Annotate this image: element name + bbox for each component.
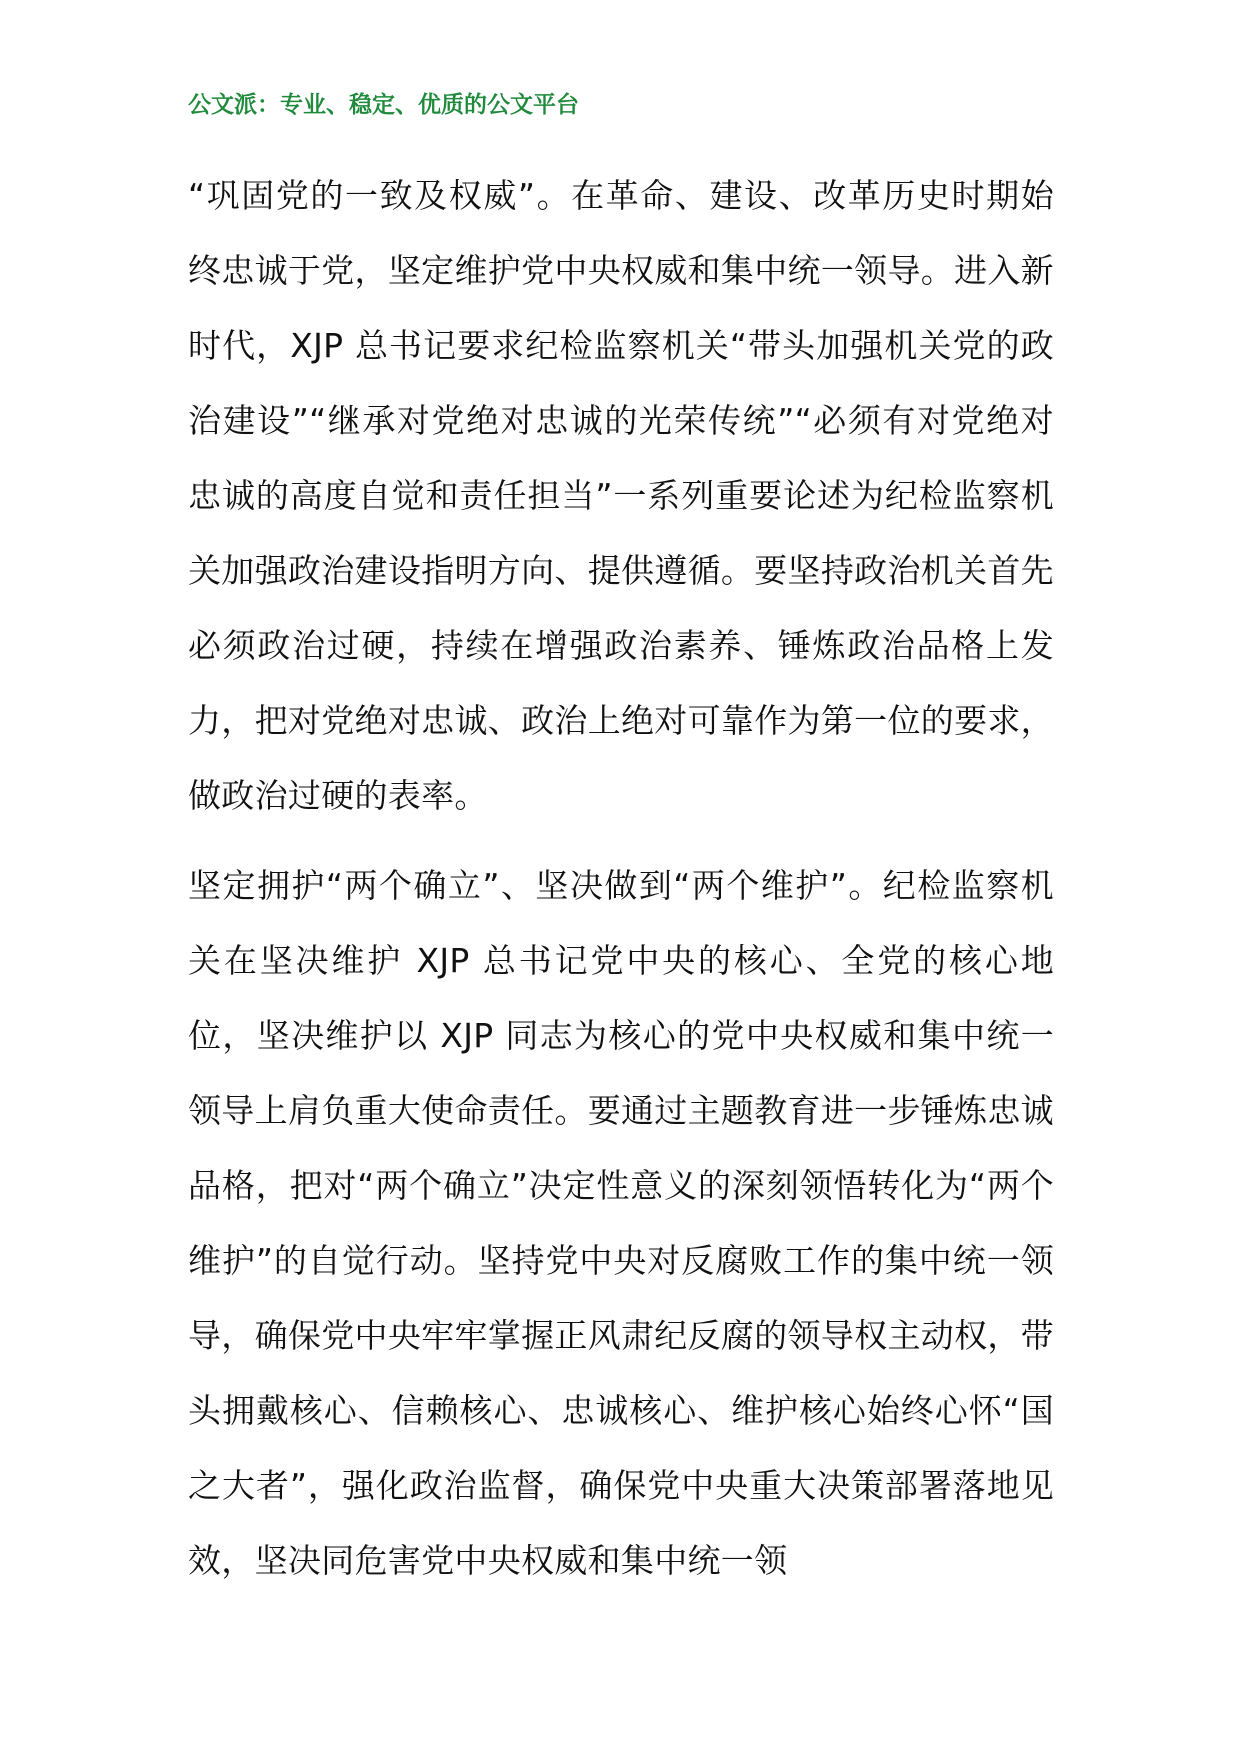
site-banner-title: 公文派：专业、稳定、优质的公文平台 [188,92,579,118]
body-paragraph: “巩固党的一致及权威”。在革命、建设、改革历史时期始终忠诚于党，坚定维护党中央权威和集中统一领导。进入新时代，XJP 总书记要求纪检监察机关“带头加强机关党的政治建设”“继承对党绝对忠诚的光荣传统”“必须有对党绝对忠诚的高度自觉和责任担当”一系列重要论述为纪检监察机关加强政治建设指明方向、提供遵循。要坚持政治机关首先必须政治过硬，持续在增强政治素养、锤炼政治品格上发力，把对党绝对忠诚、政治上绝对可靠作为第一位的要求，做政治过硬的表率。 [188,176,1054,815]
body-paragraph: 坚定拥护“两个确立”、坚决做到“两个维护”。纪检监察机关在坚决维护 XJP 总书记党中央的核心、全党的核心地位，坚决维护以 XJP 同志为核心的党中央权威和集中统一领导上肩负重大使命责任。要通过主题教育进一步锤炼忠诚品格，把对“两个确立”决定性意义的深刻领悟转化为“两个维护”的自觉行动。坚持党中央对反腐败工作的集中统一领导，确保党中央牢牢掌握正风肃纪反腐的领导权主动权，带头拥戴核心、信赖核心、忠诚核心、维护核心始终心怀“国之大者”，强化政治监督，确保党中央重大决策部署落地见效，坚决同危害党中央权威和集中统一领 [188,866,1054,1580]
